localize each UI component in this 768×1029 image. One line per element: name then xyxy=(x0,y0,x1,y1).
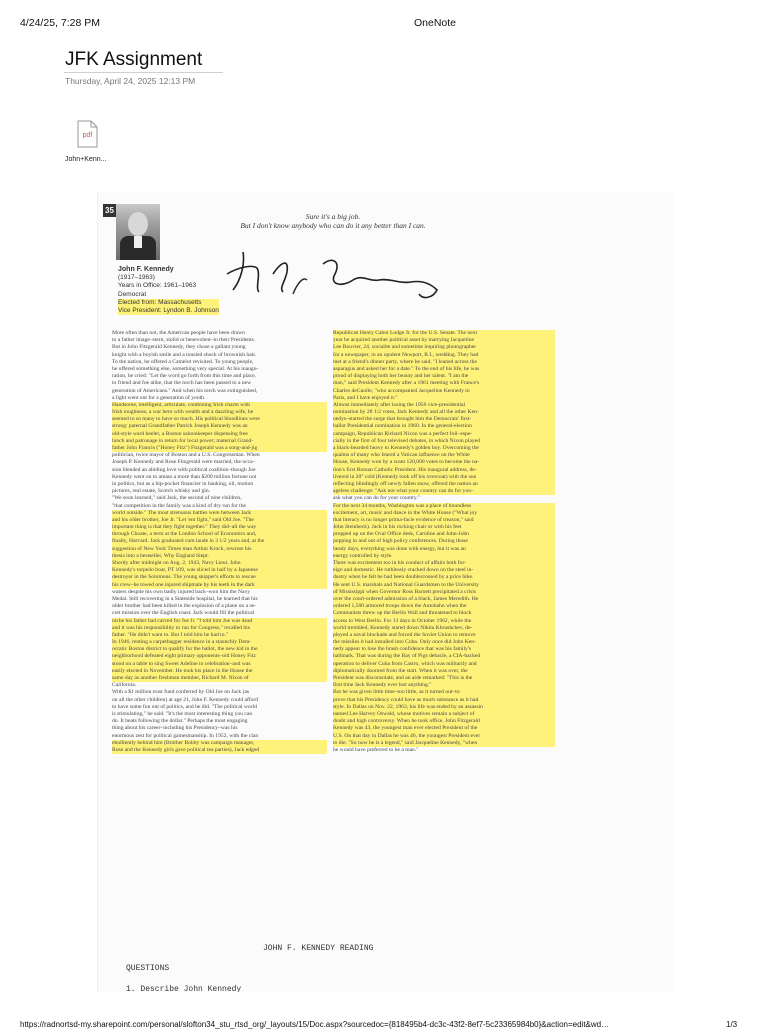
print-footer-page: 1/3 xyxy=(726,1020,738,1029)
article-line: excitement, art, music and dance in the White House ("What joy xyxy=(333,510,555,517)
article-line: pictures, real estate, Scotch whisky and gin. xyxy=(112,488,211,495)
article-line: over the court-ordered admission of a black, James Meredith. He xyxy=(333,596,555,603)
article-line: dustry when he felt he had been doublecrossed by a price hike. xyxy=(333,574,555,581)
article-line: Joseph P. Kennedy and Rose Fitzgerald were married, the occa- xyxy=(112,459,255,466)
article-line: year he acquired another political asset by marrying Jacqueline xyxy=(333,337,555,344)
article-line: first time Jack Kennedy ever lost anything." xyxy=(333,682,555,689)
article-line: hallmark. That was during the Bay of Pigs debacle, a CIA-backed xyxy=(333,653,555,660)
article-line: In 1946, renting a carpetbagger residence in a staunchly Dem- xyxy=(112,639,327,646)
article-line: his crew–he towed one injured shipmate by his teeth in the dark xyxy=(112,582,327,589)
article-line: proud of displaying both her beauty and her talent. "I am the xyxy=(333,373,555,380)
article-line: same day as another freshman member, Richard M. Nixon of xyxy=(112,675,327,682)
article-line: Republican Henry Cabot Lodge Jr. for the U.S. Senate. The next xyxy=(333,330,555,337)
article-line: Kennedy's torpedo boat, PT 109, was sliced in half by a Japanese xyxy=(112,567,327,574)
article-line: livered in 20° cold (Kennedy took off his overcoat) with the sun xyxy=(333,474,555,481)
title-divider xyxy=(64,72,223,73)
article-line: doubt and high controversy. When he took office, John Fitzgerald xyxy=(333,718,555,725)
article-line: finally, Harvard. Jack graduated cum laude in 3 1/2 years and, at the xyxy=(112,538,327,545)
article-line: nedys–started the surge that brought him the Democrats' first- xyxy=(333,416,555,423)
article-line: Paris, and I have enjoyed it." xyxy=(333,395,555,402)
article-line: qualms of many who feared a Vatican influence on the White xyxy=(333,452,555,459)
article-line: ageless challenge: "Ask not what your country can do for you– xyxy=(333,488,555,495)
article-line: man," said President Kennedy after a 1961 meeting with France's xyxy=(333,380,555,387)
article-line: For the next 34 months, Washington was a place of boundless xyxy=(333,503,555,510)
page-number-badge: 35 xyxy=(103,204,116,217)
article-line: U.S. On that day in Dallas he was 46, the youngest President ever xyxy=(333,733,555,740)
article-line: is stimulating," he said. "It's the most interesting thing you can xyxy=(112,710,253,717)
article-line: thing about his career–including his Presidency–was his xyxy=(112,725,238,732)
article-line: "We soon learned," said Jack, the second of nine children, xyxy=(112,495,242,502)
article-line: Medal. Still recovering in a Stateside hospital, he learned that his xyxy=(112,595,258,602)
article-line: knight with a boyish smile and a tousled shock of brownish hair. xyxy=(112,351,257,358)
article-line: a black-bearded heavy to Kennedy's golden boy. Overcoming the xyxy=(333,445,555,452)
article-line: asparagus and asked her for a date." To the end of his life, he was xyxy=(333,366,555,373)
article-line: and it was his responsibility to run for Congress," recalled his xyxy=(112,625,327,632)
typed-questions-heading: QUESTIONS xyxy=(126,964,170,973)
article-line: More often than not, the American people have been drawn xyxy=(112,330,245,336)
article-line: world outside." The most strenuous battles were between Jack xyxy=(112,510,327,517)
article-line: that literacy is no longer prima-facie evidence of treason," said xyxy=(333,517,555,524)
article-line: With a $1 million trust fund conferred by Old Joe on Jack (as xyxy=(112,689,250,696)
article-line: access to West Berlin. For 13 days in October 1962, while the xyxy=(333,618,555,625)
article-line: ballot Presidential nomination in 1960. In the general-election xyxy=(333,423,555,430)
bio-vice-president: Vice President: Lyndon B. Johnson xyxy=(118,307,219,315)
article-line: diplomatically doomed from the start. When it was over, the xyxy=(333,668,555,675)
article-line: tion's first Roman Catholic President. His inaugural address, de- xyxy=(333,467,555,474)
typed-question-1: 1. Describe John Kennedy xyxy=(126,985,242,992)
article-line: do. It beats following the dollar." Perhaps the most engaging xyxy=(112,718,248,725)
bio-elected-from: Elected from: Massachusetts xyxy=(118,299,219,307)
print-header-datetime: 4/24/25, 7:28 PM xyxy=(20,17,100,29)
article-line: to a father image–stern, stolid or benevolent–in their Presidents. xyxy=(112,337,256,344)
article-line: ask what you can do for your country." xyxy=(333,495,421,502)
quote-line-2: But I don't know anybody who can do it any better than I can. xyxy=(240,221,426,230)
article-line: lunch and patronage in return for local power; maternal Grand- xyxy=(112,438,327,445)
article-line: California. xyxy=(112,682,137,689)
article-line: waters despite his own badly injured back–won him the Navy xyxy=(112,588,251,595)
article-line: world trembled, Kennedy stared down Nikita Khrushchev, de- xyxy=(333,625,555,632)
article-line: Kennedy went on to amass a more than $200 million fortune not xyxy=(112,473,257,480)
article-line: ordered 1,500 armored troops down the Autobahn when the xyxy=(333,603,555,610)
article-line: heady days, everything was done with energy, but it was an xyxy=(333,546,555,553)
quote-line-1: Sure it's a big job. xyxy=(305,212,361,221)
article-line: to have some fun out of politics, and he did. "The political world xyxy=(112,703,257,710)
article-line: old-style ward heeler, a Boston saloonkeeper dispensing free xyxy=(112,431,327,438)
article-line: campaign, Republican Richard Nixon was a perfect foil–espe- xyxy=(333,431,555,438)
article-line: named Lee Harvey Oswald, whose motives remain a subject of xyxy=(333,711,555,718)
article-line: ration, he cried: "Let the word go forth from this time and place, xyxy=(112,373,256,380)
article-line: reflecting blindingly off newly fallen snow, offered the nation an xyxy=(333,481,555,488)
article-right-column xyxy=(333,330,555,754)
article-line: prove that his Presidency could have as much substance as it had xyxy=(333,697,555,704)
article-line: older brother had been killed in the explosion of a plane on a se- xyxy=(112,603,256,610)
article-line: Rose and the Kennedy girls gave political tea parties), Jack edged xyxy=(112,747,327,754)
article-line: through Choate, a term at the London School of Economics and, xyxy=(112,531,327,538)
article-line: to die. "So now he is a legend," said Jacqueline Kennedy, "when xyxy=(333,740,555,747)
article-line: To the nation, he offered a Camelot revisited. To young people, xyxy=(112,358,254,365)
article-line: Almost immediately after losing the 1956 vice-presidential xyxy=(333,402,555,409)
article-line: cret mission over the English coast. Jack would fill the political xyxy=(112,610,255,617)
article-line: Kennedy was 43, the youngest man ever elected President of the xyxy=(333,725,555,732)
article-line: Charles deGaulle, "who accompanied Jacqueline Kennedy to xyxy=(333,388,555,395)
pdf-file-icon xyxy=(77,120,98,148)
print-footer-url: https://radnortsd-my.sharepoint.com/personal/slofton34_stu_rtsd_org/_layouts/15/Doc.aspx?sourcedoc={818495b4-dc3c-43f2-8ef7-5c23365984b0}&action=edit&wd… xyxy=(20,1020,610,1029)
article-line: eign and domestic. He ruthlessly cracked down on the steel in- xyxy=(333,567,555,574)
article-line: ebulliently behind him (Brother Bobby was campaign manager, xyxy=(112,740,327,747)
article-line: neighborhood defeated eight primary opponents–old Honey Fitz xyxy=(112,653,327,660)
article-line: generation of Americans." And when his torch was extinguished, xyxy=(112,387,258,394)
attachment-filename: John+Kenn... xyxy=(65,156,107,163)
article-left-column xyxy=(112,330,327,754)
article-line: father. "He didn't want to. But I told him he had to." xyxy=(112,632,327,639)
president-bio xyxy=(118,266,219,315)
article-line: for a newspaper, in an opulent Newport, R.I., wedding. They had xyxy=(333,352,555,359)
article-line: But in John Fitzgerald Kennedy, they chose a gallant young xyxy=(112,344,246,351)
bio-party: Democrat xyxy=(118,290,147,298)
article-line: strong: paternal Grandfather Patrick Joseph Kennedy was an xyxy=(112,423,327,430)
article-line: easily elected in November. He took his place in the House the xyxy=(112,668,327,675)
article-line: met at a friend's dinner party, where he said, "I leaned across the xyxy=(333,359,555,366)
article-line: John Steinbeck). Jack in his rocking chair or with his feet xyxy=(333,524,555,531)
article-line: suggestion of New York Times man Arthur Krock, rewrote his xyxy=(112,546,327,553)
article-line: Irish toughness, a war hero with wealth and a dazzling wife, he xyxy=(112,409,327,416)
kennedy-signature xyxy=(223,244,453,304)
article-line: Communists threw up the Berlin Wall and threatened to block xyxy=(333,610,555,617)
article-line: Handsome, intelligent, articulate, combining Irish charm with xyxy=(112,402,327,409)
article-line: he would have preferred to be a man." xyxy=(333,746,419,753)
article-line: politician, twice mayor of Boston and a U.S. Congressman. When xyxy=(112,452,260,459)
article-line: cially in the first of four televised debates, in which Nixon played xyxy=(333,438,555,445)
typed-reading-title: JOHN F. KENNEDY READING xyxy=(263,944,374,953)
page-title[interactable]: JFK Assignment xyxy=(65,49,203,70)
article-line: nomination by 28 1/2 votes, Jack Kennedy and all the other Ken- xyxy=(333,409,555,416)
pdf-attachment[interactable] xyxy=(65,120,115,163)
article-line: But he was given little time–too little, as it turned out–to xyxy=(333,689,555,696)
article-line: destroyer in the Solomons. The young skipper's efforts to rescue xyxy=(112,574,327,581)
article-line: the missiles it had installed into Cuba. Only once did John Ken- xyxy=(333,639,555,646)
article-line: niche his father had carved for Joe Jr. "I told him Joe was dead xyxy=(112,618,327,625)
article-line: enormous zest for political gamesmanship. In 1952, with the clan xyxy=(112,732,259,739)
article-line: House, Kennedy won by a scant 120,000 votes to become the na- xyxy=(333,459,555,466)
article-line: propped up on the Oval Office desk, Caroline and John-John xyxy=(333,531,555,538)
article-line: on all the other children) at age 21, John F. Kennedy could afford xyxy=(112,696,259,703)
article-line: Shortly after midnight on Aug. 2, 1943, Navy Lieut. John xyxy=(112,560,327,567)
article-line: thesis into a bestseller, Why England Slept. xyxy=(112,553,327,560)
bio-in-office: Years in Office: 1961–1963 xyxy=(118,282,197,290)
article-line: Lee Bouvier, 24, socialite and sometime inquiring photographer xyxy=(333,344,555,351)
article-line: popping in and out of high policy conferences. During those xyxy=(333,538,555,545)
pdf-icon-label: pdf xyxy=(82,132,92,139)
article-line: He sent U.S. marshals and National Guardsmen to the University xyxy=(333,582,555,589)
article-line: President was disconsolate, and an aide remarked: "This is the xyxy=(333,675,555,682)
article-line: important thing is that they fight together." They did–all the way xyxy=(112,524,327,531)
print-header-app: OneNote xyxy=(414,17,457,29)
bio-name: John F. Kennedy xyxy=(118,266,174,273)
article-line: style. In Dallas on Nov. 22, 1963, his life was ended by an assassin xyxy=(333,704,555,711)
article-line: to friend and foe alike, that the torch has been passed to a new xyxy=(112,380,252,387)
article-line: ployed a naval blockade and forced the Soviet Union to remove xyxy=(333,632,555,639)
article-line: he offered something else, something very special. At his inaugu- xyxy=(112,365,259,372)
article-line: in politics, but as a hip-pocket financier in banking, oil, motion xyxy=(112,480,254,487)
article-line: operation to deliver Cuba from Castro, which was militarily and xyxy=(333,661,555,668)
article-line: of Mississippi when Governor Ross Barnett precipitated a crisis xyxy=(333,589,555,596)
article-line: stood on a table to sing Sweet Adeline in celebration–and was xyxy=(112,661,327,668)
article-line: ocratic Boston district to qualify for the ballot, the new kid in the xyxy=(112,646,327,653)
article-line: energy controlled by style. xyxy=(333,553,555,560)
article-line: sion blended an abiding love with political coalition–though Joe xyxy=(112,466,256,473)
page-date-time: Thursday, April 24, 2025 12:13 PM xyxy=(65,76,196,86)
kennedy-portrait xyxy=(116,204,160,260)
bio-years: (1917–1963) xyxy=(118,274,155,282)
article-line: nedy appear to lose the brash confidence that was his family's xyxy=(333,646,555,653)
article-line: and his older brother, Joe Jr. "Let 'em fight," said Old Joe. "The xyxy=(112,517,327,524)
article-line: There was excitement too in his conduct of affairs both for- xyxy=(333,560,555,567)
article-line: a light went out for a generation of youth. xyxy=(112,394,206,401)
scanned-document xyxy=(97,192,673,992)
article-line: "that competition in the family was a kind of dry run for the xyxy=(112,502,247,509)
article-line: seemed to so many to have so much. His political bloodlines were xyxy=(112,416,327,423)
article-line: father John Francis ("Honey Fitz") Fitzgerald was a song-and-jig xyxy=(112,445,327,452)
